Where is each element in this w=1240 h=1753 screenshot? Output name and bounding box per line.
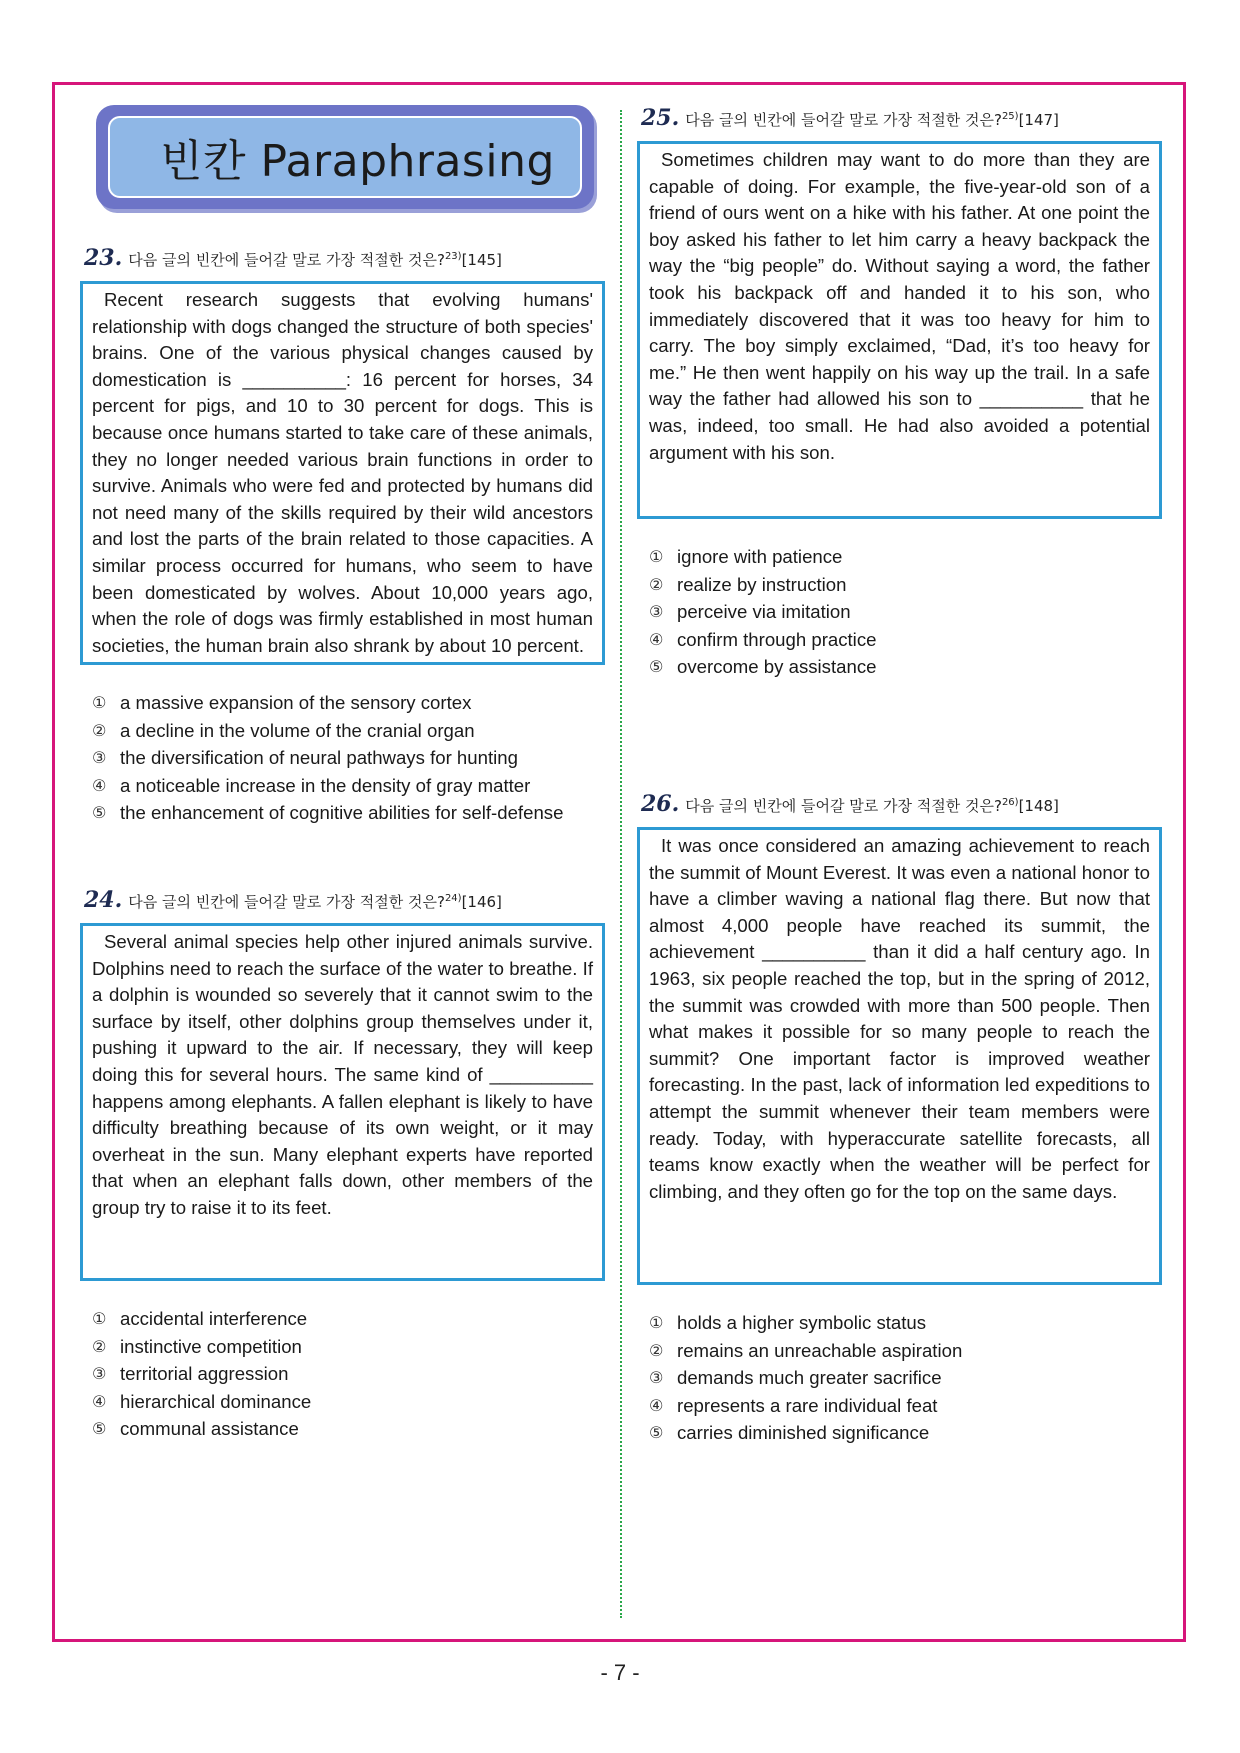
choice-number: ② bbox=[92, 1336, 107, 1356]
answer-choices bbox=[637, 1309, 1162, 1447]
passage-box: Recent research suggests that evolving humans' relationship with dogs changed the structure of both species' brains. One of the various physical changes caused by domestication is __________: 16 percent for horses, 34 percent for pigs, and 10 to 30 percent for dogs. This is because once humans started to take care of these animals, they no longer needed various brain functions in order to survive. Animals who were fed and protected by humans did not need many of the skills required by their wild ancestors and lost the parts of the brain related to those capacities. A similar process occurred for humans, who seem to have been domesticated by wolves. About 10,000 years ago, when the role of dogs was firmly established in most human societies, the human brain also shrank by about 10 percent. bbox=[80, 281, 605, 665]
choice-number: ② bbox=[649, 574, 664, 594]
choice-text: a massive expansion of the sensory cortex bbox=[120, 692, 472, 713]
choice-text: instinctive competition bbox=[120, 1335, 302, 1357]
answer-choice[interactable] bbox=[649, 1309, 1162, 1337]
footnote-marker: 25) bbox=[1001, 111, 1019, 122]
question-number: 26. bbox=[641, 790, 680, 817]
choice-number: ③ bbox=[92, 748, 107, 768]
question-number: 23. bbox=[84, 245, 123, 271]
question-header bbox=[641, 791, 1162, 817]
section-banner bbox=[96, 105, 594, 209]
choice-number: ③ bbox=[92, 1364, 107, 1384]
choice-number: ⑤ bbox=[92, 1419, 107, 1439]
question-prompt: 다음 글의 빈칸에 들어갈 말로 가장 적절한 것은? bbox=[685, 796, 1002, 815]
page-reference: [147] bbox=[1018, 111, 1059, 129]
answer-choice[interactable] bbox=[92, 1388, 605, 1416]
passage-box: Sometimes children may want to do more than they are capable of doing. For example, the five-year-old son of a friend of ours went on a hike with his father. At one point the boy asked his father to let him carry a heavy backpack the way the “big people” do. Without saying a word, the father took his backpack off and handed it to his son, who immediately discovered that it was too heavy for him to carry. The boy simply exclaimed, “Dad, it’s too heavy for me.” He then went happily on his way up the trail. In a safe way the father had allowed his son to __________ that he was, indeed, too small. He had also avoided a potential argument with his son. bbox=[637, 141, 1162, 519]
answer-choice[interactable] bbox=[92, 1305, 605, 1333]
answer-choices bbox=[637, 543, 1162, 681]
choice-text: hierarchical dominance bbox=[120, 1390, 312, 1412]
choice-number: ② bbox=[649, 1340, 664, 1360]
question-number: 24. bbox=[84, 886, 123, 913]
choice-text: territorial aggression bbox=[120, 1363, 289, 1385]
choice-text: remains an unreachable aspiration bbox=[677, 1339, 963, 1361]
choice-number: ⑤ bbox=[649, 1423, 664, 1443]
choice-number: ② bbox=[92, 720, 107, 740]
question-prompt: 다음 글의 빈칸에 들어갈 말로 가장 적절한 것은? bbox=[128, 251, 445, 269]
answer-choice[interactable] bbox=[92, 717, 605, 745]
choice-number: ① bbox=[92, 1308, 107, 1328]
answer-choices bbox=[80, 1305, 605, 1443]
choice-number: ⑤ bbox=[92, 803, 107, 823]
answer-choice[interactable] bbox=[649, 598, 1162, 626]
choice-text: ignore with patience bbox=[677, 546, 843, 567]
question-header bbox=[84, 245, 605, 271]
left-column bbox=[80, 105, 605, 1443]
choice-text: the enhancement of cognitive abilities for self-defense bbox=[120, 802, 564, 824]
answer-choice[interactable] bbox=[649, 543, 1162, 571]
question-header bbox=[84, 887, 605, 913]
right-column bbox=[637, 105, 1162, 1447]
answer-choices bbox=[80, 689, 605, 827]
choice-text: holds a higher symbolic status bbox=[677, 1311, 927, 1333]
choice-text: represents a rare individual feat bbox=[677, 1394, 938, 1416]
answer-choice[interactable] bbox=[92, 772, 605, 800]
choice-number: ① bbox=[92, 693, 107, 712]
section-banner-inner bbox=[108, 116, 582, 198]
question-header bbox=[641, 105, 1162, 131]
passage-box: It was once considered an amazing achievement to reach the summit of Mount Everest. It was even a national honor to have a climber waving a national flag there. But now that almost 4,000 people have reached its summit, the achievement __________ than it did a half century ago. In 1963, six people reached the top, but in the spring of 2012, the summit was crowded with more than 500 people. Then what makes it possible for so many people to reach the summit? One important factor is improved weather forecasting. In the past, lack of information led expeditions to attempt the summit whenever their team members were ready. Today, with hyperaccurate satellite forecasts, all teams know exactly when the weather will be perfect for climbing, and they often go for the top on the same days. bbox=[637, 827, 1162, 1285]
answer-choice[interactable] bbox=[649, 653, 1162, 681]
choice-number: ① bbox=[649, 547, 664, 566]
choice-number: ④ bbox=[649, 629, 664, 649]
choice-text: a decline in the volume of the cranial organ bbox=[120, 719, 475, 741]
choice-text: a noticeable increase in the density of gray matter bbox=[120, 774, 531, 796]
choice-text: perceive via imitation bbox=[677, 601, 851, 623]
question-number: 25. bbox=[641, 105, 680, 131]
question-reference bbox=[445, 251, 502, 269]
answer-choice[interactable] bbox=[649, 1337, 1162, 1365]
question-25 bbox=[637, 105, 1162, 681]
page-number: - 7 - bbox=[600, 1660, 640, 1685]
footnote-marker: 23) bbox=[444, 251, 462, 262]
answer-choice[interactable] bbox=[92, 1415, 605, 1443]
choice-text: accidental interference bbox=[120, 1307, 308, 1329]
choice-text: the diversification of neural pathways for hunting bbox=[120, 747, 518, 769]
choice-text: overcome by assistance bbox=[677, 656, 877, 678]
question-reference bbox=[445, 893, 502, 911]
answer-choice[interactable] bbox=[92, 1333, 605, 1361]
question-26 bbox=[637, 791, 1162, 1447]
section-title: 빈칸 Paraphrasing bbox=[160, 136, 555, 187]
choice-number: ④ bbox=[649, 1395, 664, 1415]
choice-text: demands much greater sacrifice bbox=[677, 1367, 942, 1389]
choice-number: ③ bbox=[649, 1368, 664, 1388]
question-prompt: 다음 글의 빈칸에 들어갈 말로 가장 적절한 것은? bbox=[128, 892, 445, 911]
answer-choice[interactable] bbox=[92, 799, 605, 827]
footnote-marker: 24) bbox=[444, 892, 462, 904]
page-reference: [148] bbox=[1018, 796, 1059, 815]
answer-choice[interactable] bbox=[92, 689, 605, 717]
answer-choice[interactable] bbox=[649, 1364, 1162, 1392]
question-prompt: 다음 글의 빈칸에 들어갈 말로 가장 적절한 것은? bbox=[685, 111, 1002, 129]
choice-text: communal assistance bbox=[120, 1418, 299, 1440]
answer-choice[interactable] bbox=[649, 571, 1162, 599]
choice-number: ③ bbox=[649, 602, 664, 622]
choice-number: ① bbox=[649, 1312, 664, 1332]
choice-text: realize by instruction bbox=[677, 573, 847, 595]
page-reference: [145] bbox=[461, 251, 502, 269]
question-24 bbox=[80, 887, 605, 1443]
choice-number: ④ bbox=[92, 775, 107, 795]
answer-choice[interactable] bbox=[649, 1419, 1162, 1447]
column-divider bbox=[620, 110, 622, 1618]
answer-choice[interactable] bbox=[92, 1360, 605, 1388]
answer-choice[interactable] bbox=[649, 1392, 1162, 1420]
question-23 bbox=[80, 245, 605, 827]
choice-text: carries diminished significance bbox=[677, 1422, 930, 1444]
answer-choice[interactable] bbox=[649, 626, 1162, 654]
choice-number: ⑤ bbox=[649, 657, 664, 677]
choice-number: ④ bbox=[92, 1391, 107, 1411]
question-reference bbox=[1002, 111, 1059, 129]
page-reference: [146] bbox=[461, 892, 502, 911]
choice-text: confirm through practice bbox=[677, 628, 877, 650]
passage-box: Several animal species help other injured animals survive. Dolphins need to reach the surface of the water to breathe. If a dolphin is wounded so severely that it cannot swim to the surface by itself, other dolphins group themselves under it, pushing it upward to the air. If necessary, they will keep doing this for several hours. The same kind of __________ happens among elephants. A fallen elephant is likely to have difficulty breathing because of its own weight, or it may overheat in the sun. Many elephant experts have reported that when an elephant falls down, other members of the group try to raise it to its feet. bbox=[80, 923, 605, 1281]
answer-choice[interactable] bbox=[92, 744, 605, 772]
question-reference bbox=[1002, 797, 1059, 815]
footnote-marker: 26) bbox=[1001, 796, 1019, 808]
